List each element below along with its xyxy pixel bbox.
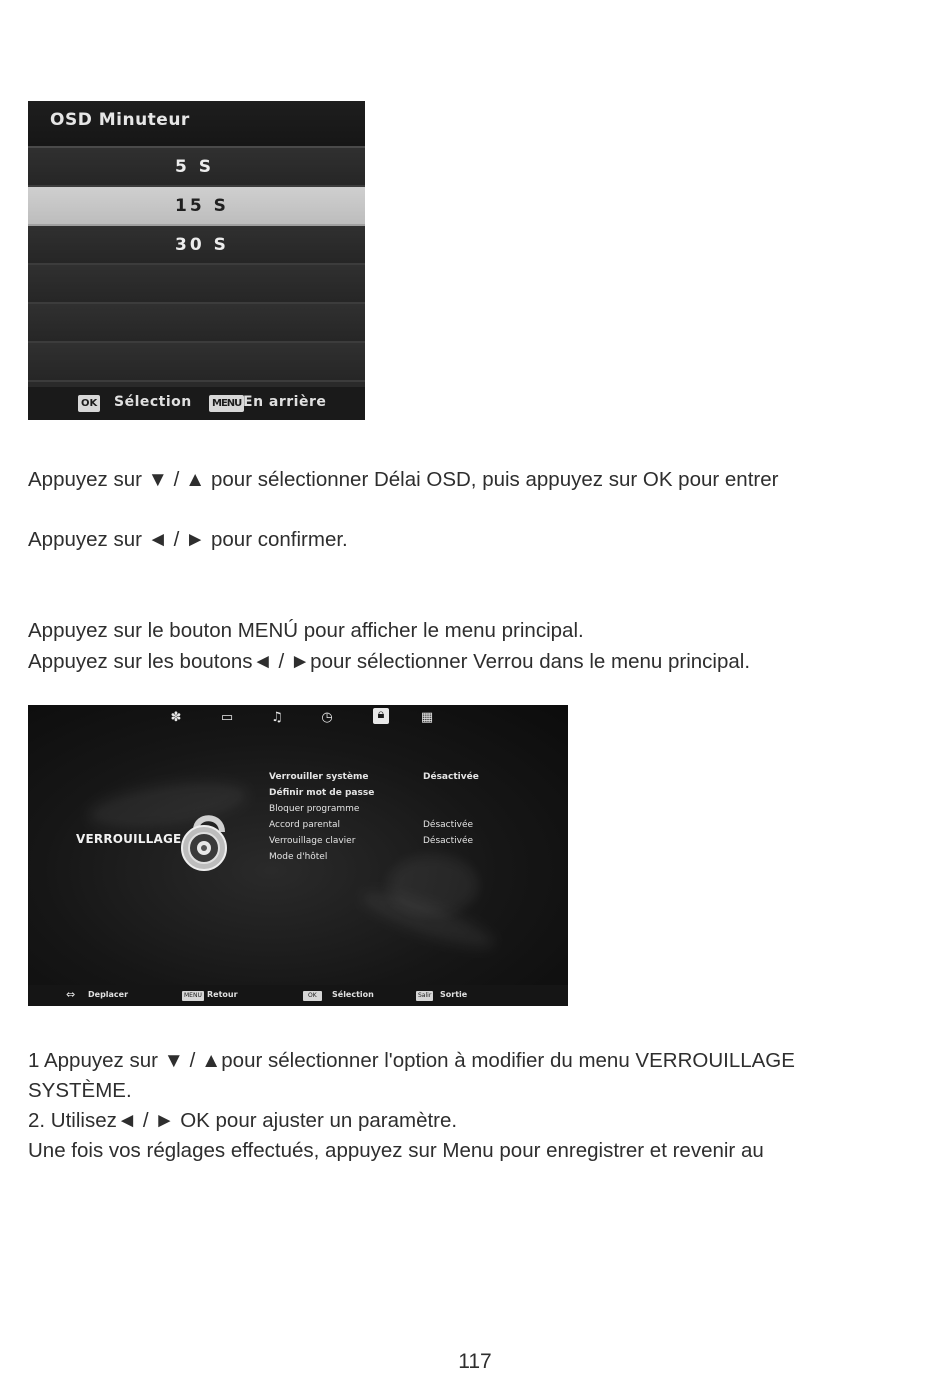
lock-item-value: Désactivée <box>423 836 474 846</box>
back-label: En arrière <box>243 394 327 410</box>
instruction-save: Une fois vos réglages effectués, appuyez sur Menu pour enregistrer et revenir au <box>28 1139 764 1162</box>
options-icon[interactable]: ▦ <box>420 710 434 725</box>
lock-item-label[interactable]: Verrouiller système <box>269 772 369 782</box>
lock-item-label[interactable]: Accord parental <box>269 820 341 830</box>
osd-empty-row <box>28 304 365 343</box>
osd-option-label: 30 S <box>175 235 229 255</box>
lock-item-value: Désactivée <box>423 820 474 830</box>
exit-key-icon: Salir <box>418 992 432 999</box>
display-icon[interactable]: ▭ <box>220 710 234 725</box>
lock-category-label: VERROUILLAGE <box>76 832 182 846</box>
clock-icon[interactable]: ◷ <box>321 710 333 725</box>
move-label: Deplacer <box>88 990 129 999</box>
osd-option-15s[interactable] <box>28 187 365 226</box>
select-label: Sélection <box>332 990 374 999</box>
instruction-step-1-cont: SYSTÈME. <box>28 1079 132 1102</box>
instruction-step-1: 1 Appuyez sur ▼ / ▲pour sélectionner l'option à modifier du menu VERROUILLAGE <box>28 1049 795 1072</box>
back-label: Retour <box>207 990 238 999</box>
picture-settings-icon[interactable]: ✽ <box>170 710 182 725</box>
lock-item-label[interactable]: Verrouillage clavier <box>269 836 356 846</box>
osd-title: OSD Minuteur <box>50 110 190 130</box>
lock-item-value: Désactivée <box>423 772 479 782</box>
padlock-dial-icon <box>178 808 240 874</box>
move-arrows-icon: ⇔ <box>66 988 76 1001</box>
osd-footer <box>28 387 365 420</box>
instruction-select-lock: Appuyez sur les boutons◄ / ►pour sélectionner Verrou dans le menu principal. <box>28 650 751 673</box>
page-number: 117 <box>458 1350 492 1373</box>
lock-item-label[interactable]: Bloquer programme <box>269 804 360 814</box>
osd-option-5s[interactable] <box>28 148 365 187</box>
instruction-select-osd: Appuyez sur ▼ / ▲ pour sélectionner Délai OSD, puis appuyez sur OK pour entrer <box>28 468 779 491</box>
osd-empty-row <box>28 343 365 382</box>
osd-empty-row <box>28 265 365 304</box>
ok-key-icon: OK <box>78 395 100 412</box>
instruction-open-menu: Appuyez sur le bouton MENÚ pour afficher le menu principal. <box>28 619 584 642</box>
osd-option-30s[interactable] <box>28 226 365 265</box>
lock-item-label[interactable]: Définir mot de passe <box>269 788 375 798</box>
menu-key-icon: MENU <box>184 992 202 999</box>
osd-timer-screenshot <box>28 101 365 420</box>
select-label: Sélection <box>114 394 192 410</box>
osd-option-label: 5 S <box>175 157 214 177</box>
menu-key-icon: MENU <box>209 395 244 412</box>
lock-icon[interactable]: 🔒︎ <box>373 708 389 724</box>
music-icon[interactable]: ♫ <box>271 710 283 725</box>
ok-key-icon: OK <box>303 991 322 1001</box>
lock-footer <box>28 985 568 1006</box>
instruction-step-2: 2. Utilisez◄ / ► OK pour ajuster un paramètre. <box>28 1109 458 1132</box>
exit-label: Sortie <box>440 990 468 999</box>
lock-item-label[interactable]: Mode d'hôtel <box>269 852 328 862</box>
osd-title-bar <box>28 101 365 148</box>
instruction-confirm: Appuyez sur ◄ / ► pour confirmer. <box>28 528 348 551</box>
osd-option-label: 15 S <box>175 196 229 216</box>
lock-menu-screenshot <box>28 705 568 1006</box>
